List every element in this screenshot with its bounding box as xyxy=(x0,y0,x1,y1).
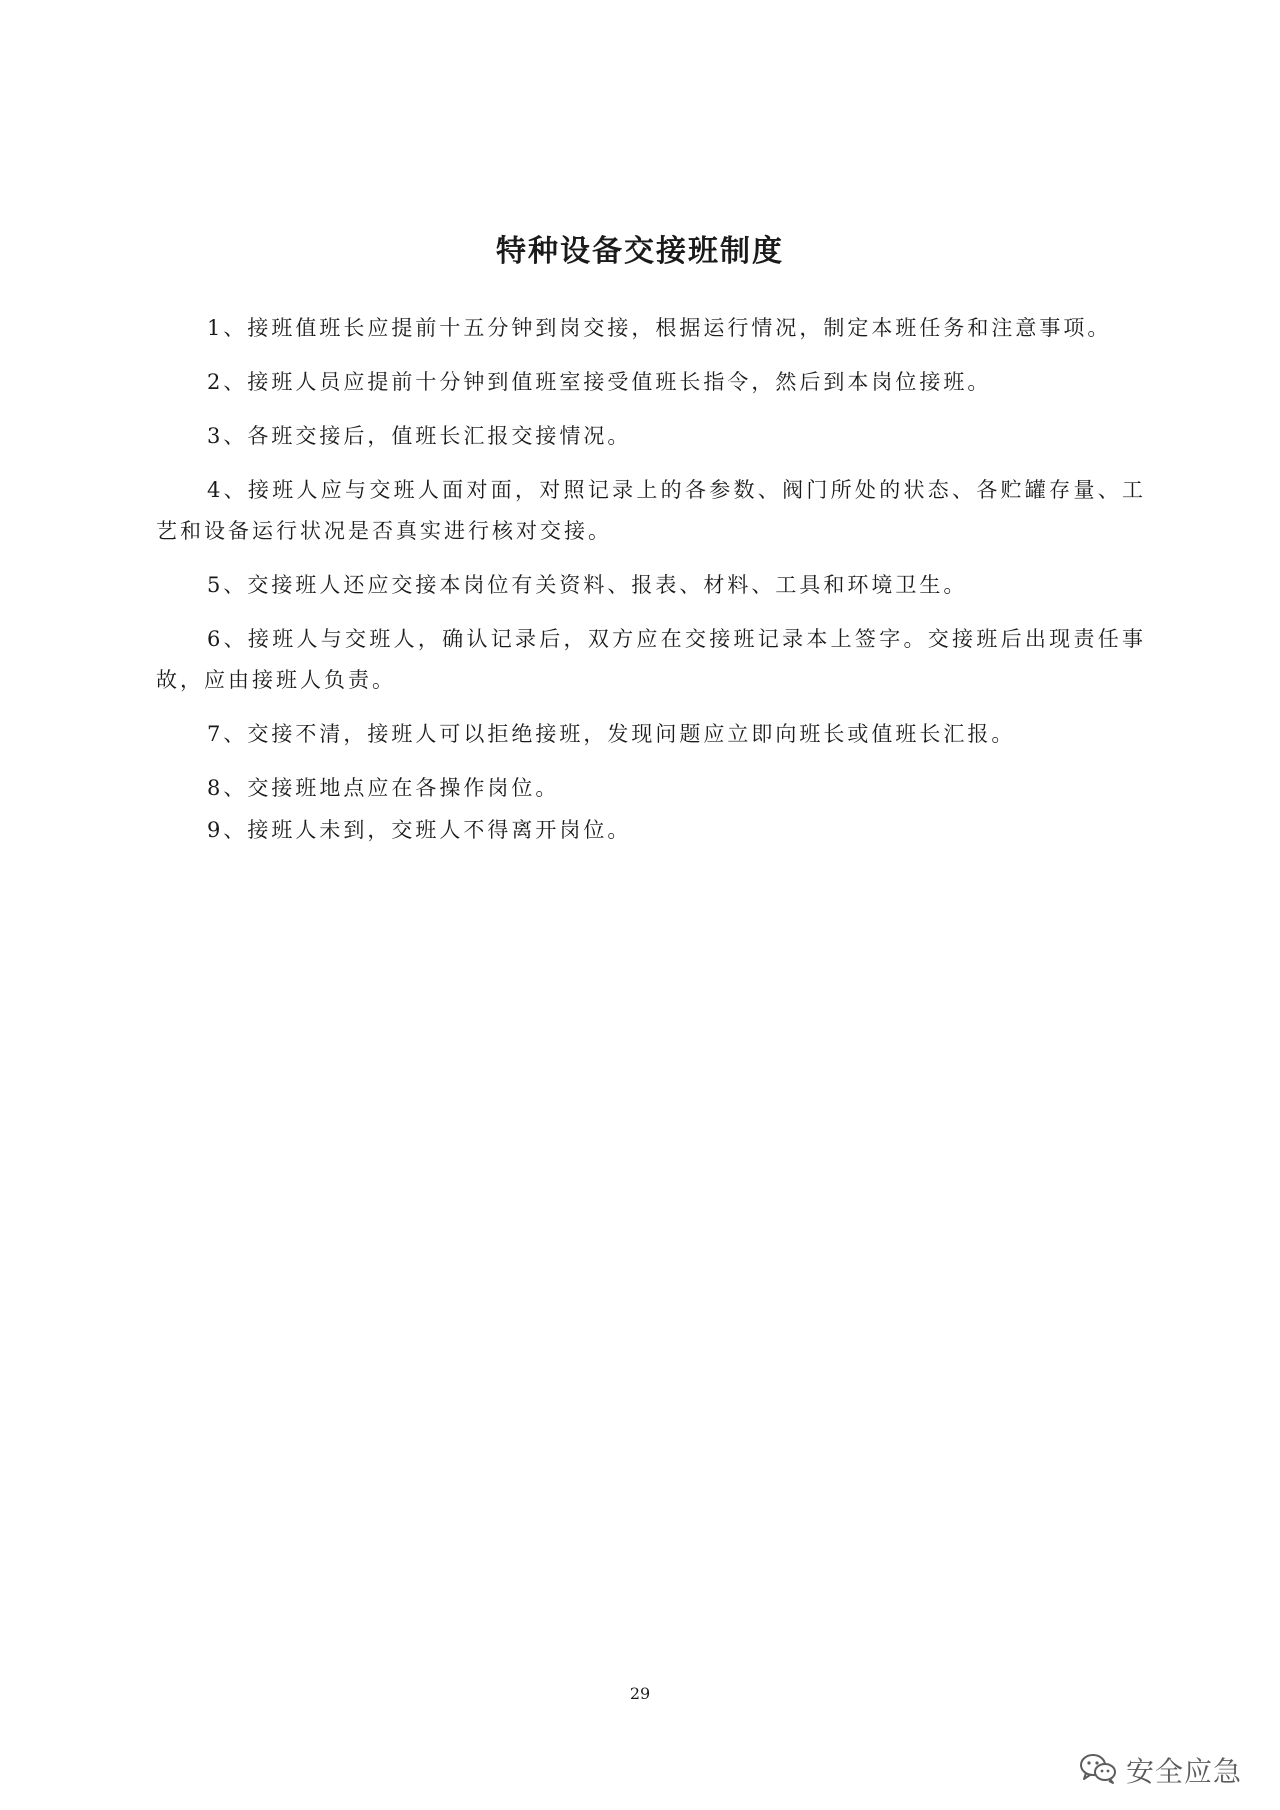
clause-8: 8、交接班地点应在各操作岗位。 xyxy=(207,776,560,800)
clause-3: 3、各班交接后，值班长汇报交接情况。 xyxy=(207,424,632,448)
document-title: 特种设备交接班制度 xyxy=(496,234,784,269)
clause-1: 1、接班值班长应提前十五分钟到岗交接，根据运行情况，制定本班任务和注意事项。 xyxy=(207,316,1112,340)
clause-5: 5、交接班人还应交接本岗位有关资料、报表、材料、工具和环境卫生。 xyxy=(207,573,968,597)
clause-7: 7、交接不清，接班人可以拒绝接班，发现问题应立即向班长或值班长汇报。 xyxy=(207,722,1016,746)
document-body xyxy=(156,308,1146,864)
clause-6: 6、接班人与交班人，确认记录后，双方应在交接班记录本上签字。交接班后出现责任事故，应由接班人负责。 xyxy=(156,627,1146,692)
clause-9: 9、接班人未到，交班人不得离开岗位。 xyxy=(207,818,632,842)
wechat-icon xyxy=(1078,1751,1118,1789)
page-number: 29 xyxy=(629,1684,651,1703)
clause-4: 4、接班人应与交班人面对面，对照记录上的各参数、阀门所处的状态、各贮罐存量、工艺和设备运行状况是否真实进行核对交接。 xyxy=(156,478,1146,543)
watermark xyxy=(1078,1750,1242,1790)
clause-2: 2、接班人员应提前十分钟到值班室接受值班长指令，然后到本岗位接班。 xyxy=(207,370,992,394)
watermark-text: 安全应急 xyxy=(1126,1755,1243,1788)
